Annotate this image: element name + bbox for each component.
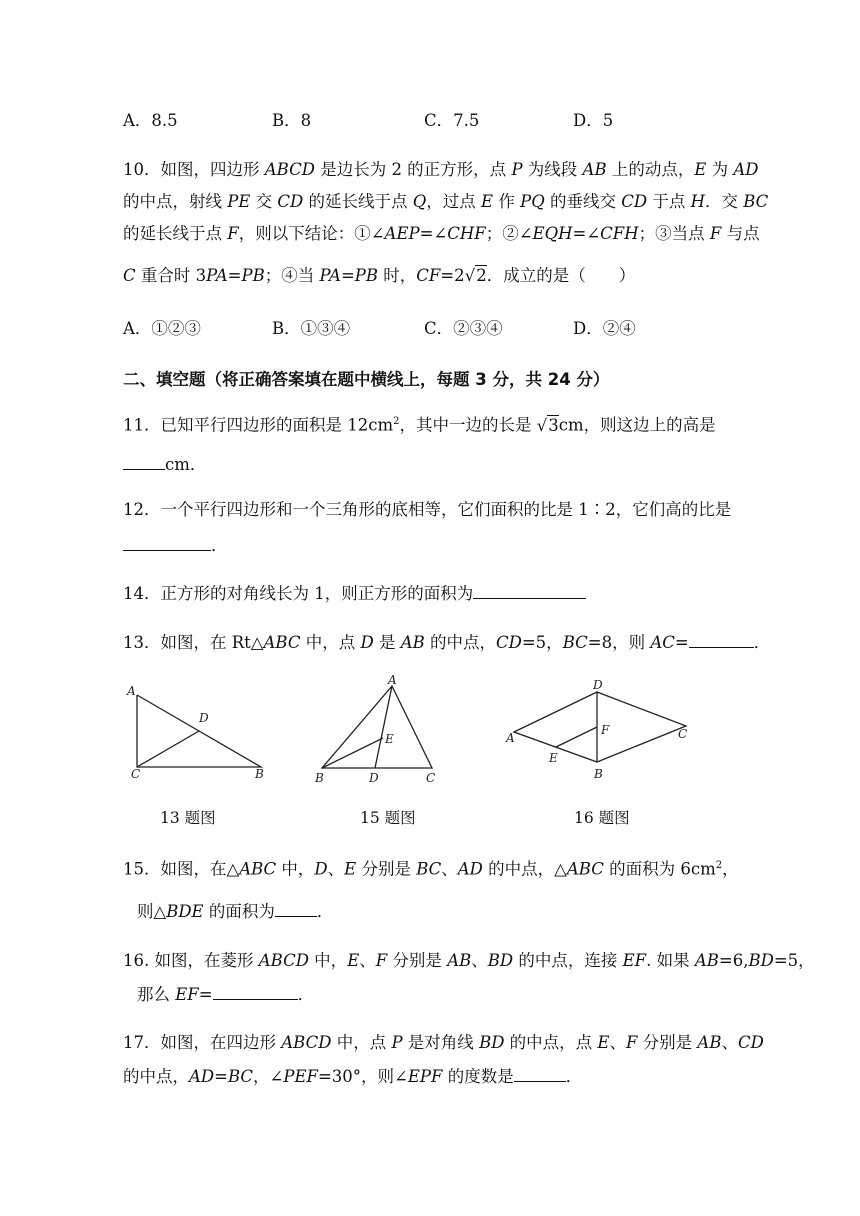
q16-line-2 [137,984,314,1006]
text: =2 [440,266,465,285]
math: AB [447,951,472,970]
text: =8，则 [587,633,651,652]
q10-line-3 [123,223,760,245]
text: = [214,1067,228,1086]
math: AB [697,1033,722,1052]
math: ABC [239,859,277,879]
math: PQ [520,192,545,211]
text: 的面积为 [203,902,275,921]
math: EPF [407,1067,443,1086]
text: ．交 [704,192,744,211]
math: BD [479,1033,505,1052]
text: = [674,633,689,652]
segment-ef [556,727,597,747]
q17-line-2 [123,1066,582,1088]
text: 、 [471,951,488,970]
math: AEP [384,224,420,243]
figure-16 [500,674,700,784]
math: AD [733,160,759,179]
text: 的延长线于点 [123,224,228,243]
text: 是对角线 [402,1033,480,1052]
text: =5， [521,633,563,652]
label-f: F [601,723,610,737]
text: ；②∠ [485,224,533,243]
label-a: A [506,731,515,745]
label-e: E [385,732,394,746]
text: 于点 [647,192,691,211]
q9-option-a: A．8.5 [123,111,178,130]
q11-line-2 [123,454,206,476]
text: = [227,266,242,285]
label-e: E [549,751,558,765]
math: AC [650,633,675,652]
radicand: 3 [548,415,559,435]
figure-16-caption: 16 题图 [574,809,630,827]
label-a: A [388,673,397,687]
math: CD [277,192,304,211]
text: 交 [250,192,278,211]
text: 的中点， [424,633,496,652]
rhombus-outline [514,692,686,762]
math: EF [622,951,647,970]
text: 重合时 3 [135,266,207,285]
question-14 [123,583,586,605]
answer-blank[interactable] [275,902,317,917]
answer-blank[interactable] [473,584,586,599]
math: PB [354,266,379,285]
text: ，则以下结论：①∠ [238,224,385,243]
math: PA [319,266,341,285]
text: ；④当 [264,266,320,285]
answer-blank[interactable] [689,633,754,648]
text: 11．已知平行四边形的面积是 12cm [123,415,394,435]
text: 的中点，连接 [513,951,623,970]
text: 分别是 [637,1033,698,1052]
math: ABC [263,633,301,652]
math: Q [412,192,427,211]
text: =5， [773,951,815,970]
math: E [597,1033,610,1052]
text: ． [753,633,771,652]
text: 中， [308,951,348,970]
math: E [694,160,707,179]
text: 是边长为 2 的正方形，点 [314,160,512,179]
label-c: C [426,771,436,785]
math: ABC [566,859,604,879]
q9-option-c: C．7.5 [424,111,480,130]
text: 中，点 [331,1033,392,1052]
label-d: D [199,711,209,725]
text: 的中点， [123,1067,189,1086]
math: ABCD [264,160,315,179]
text: =∠ [419,224,448,243]
text: ， [722,859,739,879]
text: 、 [721,1033,738,1052]
text: ；③当点 [638,224,710,243]
label-b: B [315,771,324,785]
math: CD [621,192,648,211]
math: BC [227,1067,254,1086]
question-13 [123,632,770,654]
text: 的中点，射线 [123,192,228,211]
label-c: C [131,767,141,780]
math: BD [487,951,514,970]
text: ．成立的是（ ） [486,266,636,285]
math: D [360,633,374,652]
text: ． [297,985,315,1004]
section-heading: 二、填空题（将正确答案填在题中横线上，每题 3 分，共 24 分） [123,370,610,389]
median-cd [137,731,199,767]
q10-line-2 [123,191,768,213]
text: 15．如图，在△ [123,859,240,879]
text: 10．如图，四边形 [123,160,265,179]
text: 的中点，点 [504,1033,598,1052]
q9-option-b: B．8 [272,111,312,130]
text: 分别是 [356,859,417,879]
math: E [481,192,494,211]
math: F [625,1033,638,1052]
q15-line-2 [137,901,333,923]
text: ． [316,902,334,921]
text: 上的动点， [606,160,695,179]
math: ABCD [281,1033,332,1052]
math: P [391,1033,403,1052]
text: 中，点 [300,633,361,652]
q10-option-c: C．②③④ [424,319,503,338]
text: 14．正方形的对角线长为 1，则正方形的面积为 [123,584,474,603]
math: EQH [532,224,573,243]
sqrt-symbol: √3 [536,415,559,435]
radicand: 2 [476,266,487,285]
superscript: 2 [715,860,723,871]
q16-line-1 [123,950,815,972]
text: ，其中一边的长是 [399,415,537,435]
text: 16. 如图，在菱形 [123,951,259,970]
text: 的面积为 6cm [603,859,716,879]
figure-15 [308,670,448,785]
figure-15-caption: 15 题图 [360,809,416,827]
text: =∠ [572,224,601,243]
figure-13 [120,680,280,780]
text: 、 [327,859,345,879]
text: 的延长线于点 [303,192,413,211]
text: 为 [706,160,734,179]
text: ，∠ [253,1067,284,1086]
text: 为线段 [522,160,583,179]
text: 的度数是 [442,1067,514,1086]
math: PB [241,266,265,285]
math: D [314,859,328,879]
math: F [227,224,239,243]
math: AB [694,951,719,970]
text: 时， [378,266,417,285]
text: =6, [718,951,749,970]
text: =30°，则∠ [317,1067,408,1086]
label-a: A [127,684,136,698]
text: 是 [373,633,401,652]
math: AD [457,859,483,879]
text: 作 [493,192,521,211]
label-b: B [255,767,264,780]
text: ． [565,1067,583,1086]
text: 、 [359,951,376,970]
median-ad [375,686,392,768]
text: ，过点 [426,192,482,211]
q15-line-1 [123,855,739,881]
text: cm，则这边上的高是 [558,415,716,435]
q11-line-1 [123,411,716,437]
q12-line-2 [123,535,228,557]
math: PEF [283,1067,318,1086]
math: E [344,859,357,879]
math: CD [496,633,522,652]
math: EF [175,985,199,1004]
superscript: 2 [393,416,400,427]
text: = [198,985,213,1004]
text: 则△ [137,902,167,921]
math: BC [416,859,442,879]
answer-blank[interactable] [123,455,165,470]
label-b: B [594,767,603,781]
q10-option-d: D．②④ [573,319,636,338]
math: BD [748,951,774,970]
text: 、 [441,859,458,879]
text: . 如果 [646,951,695,970]
math: CF [416,266,441,285]
text: 分别是 [387,951,448,970]
answer-blank[interactable] [123,536,211,551]
q9-option-d: D．5 [573,111,614,130]
math: BC [743,192,769,211]
figure-13-caption: 13 题图 [160,809,216,827]
q10-line-4 [123,265,635,287]
q10-option-b: B．①③④ [272,319,351,338]
math: PE [227,192,251,211]
math: BDE [166,902,204,921]
math: AD [189,1067,215,1086]
text: ． [211,536,228,555]
math: AB [400,633,425,652]
label-c: C [678,727,688,741]
label-d: D [593,678,603,692]
answer-blank[interactable] [514,1067,566,1082]
sqrt-symbol: √2 [464,266,487,285]
text: 、 [609,1033,626,1052]
math: BC [562,633,588,652]
segment-be [322,738,383,768]
q12-line-1: 12．一个平行四边形和一个三角形的底相等，它们面积的比是 1∶2，它们高的比是 [123,500,732,519]
text: 17．如图，在四边形 [123,1033,282,1052]
math: ABCD [258,951,309,970]
text: 中， [276,859,315,879]
text: 的中点，△ [482,859,567,879]
q10-line-1 [123,159,759,181]
math: E [347,951,360,970]
math: C [123,266,136,285]
q10-option-a: A．①②③ [123,319,201,338]
label-d: D [369,771,379,785]
q17-line-1 [123,1032,764,1054]
text: 13．如图，在 Rt△ [123,633,264,652]
text: 与点 [721,224,760,243]
answer-blank[interactable] [213,985,298,1000]
math: P [511,160,523,179]
math: AB [582,160,607,179]
math: F [709,224,722,243]
text: cm． [165,455,207,474]
math: F [375,951,388,970]
text: 那么 [137,985,176,1004]
math: CD [737,1033,764,1052]
math: PA [206,266,228,285]
math: H [690,192,705,211]
math: CHF [447,224,486,243]
math: CFH [600,224,639,243]
text: = [340,266,355,285]
text: 的垂线交 [544,192,622,211]
